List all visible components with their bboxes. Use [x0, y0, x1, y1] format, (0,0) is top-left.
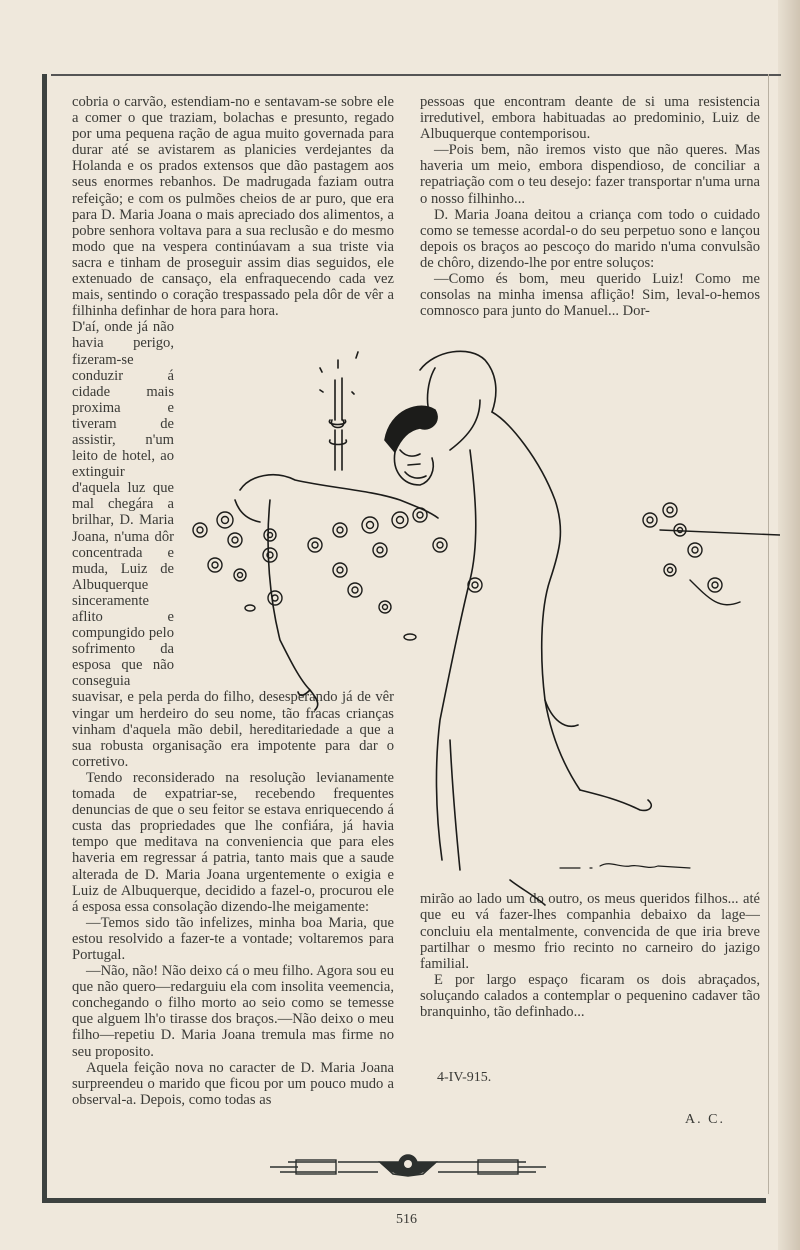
paragraph: D. Maria Joana deitou a criança com todo o cuidado como se temesse acordal-o do seu perpetuo sono e lançou depois os braços ao pescoço do marido n'uma convulsão de chôro, dizendo-lhe por entre soluços:: [420, 206, 760, 271]
paragraph: —Não, não! Não deixo cá o meu filho. Agora sou eu que não quero—redarguiu ela com insolita veemencia, conchegando o filho morto ao seio como se temesse que alguem lh'o tirasse dos braços.—Não deixo o meu filho—repetiu D. Maria Joana tremula mas firme no seu proposito.: [72, 963, 394, 1060]
right-column: [420, 94, 760, 1054]
paragraph-continuation-text: herdeiro do seu nome, tão fracas crianças vinham d'aquela mão debil, hereditariedade a que a sua robusta organisação era impotente para dar o corretivo.: [72, 705, 394, 770]
paragraph: E por largo espaço ficaram os dois abraçados, soluçando calados a contemplar o pequenino cadaver tão branquinho, tão definhado...: [420, 971, 760, 1020]
page-number: 516: [396, 1212, 417, 1227]
paragraph: —Como és bom, meu querido Luiz! Como me consolas na minha imensa aflição! Sim, leval-o-hemos comnosco para junto do Manuel... Dor-: [420, 271, 760, 320]
paragraph: —Pois bem, não iremos visto que não queres. Mas haveria um meio, embora dispendioso, de conciliar a repatriação com o teu desejo: fazer transportar n'uma urna o nosso filhinho...: [420, 142, 760, 207]
paragraph: cobria o carvão, estendiam-no e sentavam-se sobre ele a comer o que traziam, bolachas e presunto, regado por uma pequena ração de agua muito governada para durar até se avistarem as planicies verdejantes da Holanda e os prados extensos que dão pastagem aos seus enormes rebanhos. De madrugada faziam outra refeição; e com os pulmões cheios de ar puro, que era para D. Maria Joana o mais apreciado dos alimentos, a pobre senhora voltava para a sua reclusão e do mesmo modo que na vespera continúavam a sua triste via sacra e tinham de proseguir assim dias seguidos, ele extenuado de cansaço, ela enfraquecendo cada vez mais, sentindo o coração trespassado pela dôr de vêr a filhinha definhar de hora para hora.: [72, 94, 394, 320]
paragraph: mirão ao lado um do outro, os meus queridos filhos... até que eu vá fazer-lhes companhia debaixo da lage—concluiu ela mentalmente, convencida de que iria breve partilhar o mesmo frio recinto no carneiro do jazigo familial.: [420, 891, 760, 972]
paragraph: Tendo reconsiderado na resolução levianamente tomada de expatriar-se, recebendo frequentes denuncias de que o seu feitor se estava enriquecendo á custa das propriedades que lhe confiára, já havia tempo que meditava na conveniencia que para eles haveria em regressar á patria, tanto mais que a saude alterada de D. Maria Joana urgentemente o exigia e Luiz de Albuquerque, decidido a fazel-o, procurou ele á esposa essa consolação dizendo-lhe meigamente:: [72, 769, 394, 915]
page-edge-shadow: [778, 0, 800, 1250]
paragraph-narrow-wrap: D'aí, onde já não havia perigo, fizeram-se conduzir á cidade mais proxima e tiveram de assistir, n'um leito de hotel, ao extinguir d'aquela luz que mal chegára a brilhar, D. Maria Joana, n'uma dôr concentrada e muda, Luiz de Albuquerque sinceramente aflito e compungido pelo sofrimento da esposa que não conseguia suavisar, e pela perda do filho, desesperando já de vêr vingar um: [72, 319, 394, 722]
frame-right-rule: [768, 74, 769, 1194]
ornament-divider: [268, 1150, 548, 1180]
frame-top-rule: [51, 74, 781, 76]
paragraph: pessoas que encontram deante de si uma resistencia irredutivel, embora habituadas ao predominio, Luiz de Albuquerque contemporisou.: [420, 94, 760, 143]
illustration-wrap-spacer: [180, 319, 394, 679]
dateline: 4-IV-915.: [437, 1070, 492, 1085]
author-signature: A. C.: [685, 1112, 725, 1127]
paragraph: Aquela feição nova no caracter de D. Maria Joana surpreendeu o marido que ficou por um pouco mudo a observal-a. Depois, como todas as: [72, 1059, 394, 1108]
left-column: [72, 94, 394, 1134]
illustration-gap-spacer: [420, 319, 760, 891]
frame-left-rule: [42, 74, 47, 1202]
frame-bottom-rule: [42, 1198, 766, 1203]
paragraph: —Temos sido tão infelizes, minha boa Maria, que estou resolvido a fazer-te a vontade; voltaremos para Portugal.: [72, 914, 394, 963]
